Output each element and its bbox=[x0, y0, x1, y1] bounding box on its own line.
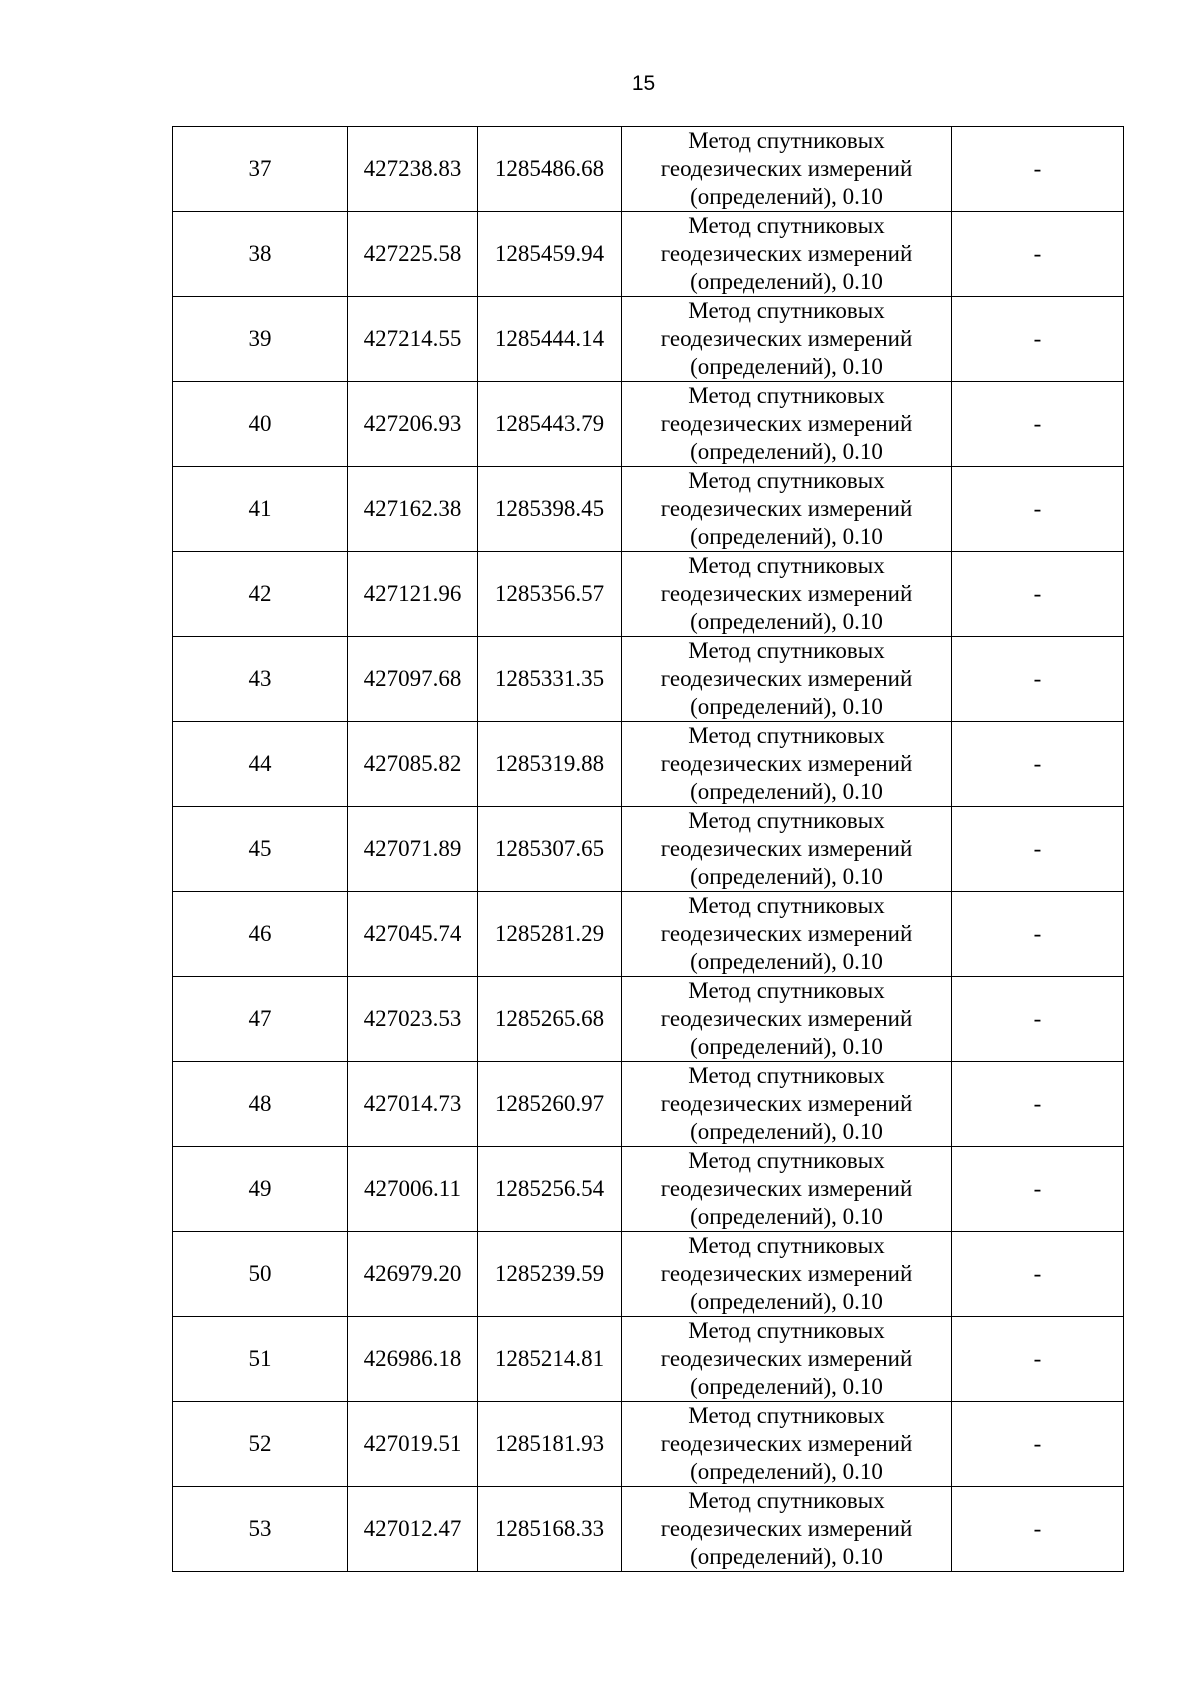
x-coordinate-cell: 427214.55 bbox=[348, 297, 478, 382]
method-line: (определений), 0.10 bbox=[690, 1289, 883, 1314]
note-cell: - bbox=[952, 1232, 1124, 1317]
method-line: Метод спутниковых bbox=[688, 1063, 885, 1088]
point-number-cell: 37 bbox=[173, 127, 348, 212]
method-line: Метод спутниковых bbox=[688, 638, 885, 663]
method-line: геодезических измерений bbox=[660, 921, 913, 946]
method-line: (определений), 0.10 bbox=[690, 354, 883, 379]
method-line: Метод спутниковых bbox=[688, 723, 885, 748]
x-coordinate-cell: 427071.89 bbox=[348, 807, 478, 892]
method-line: (определений), 0.10 bbox=[690, 949, 883, 974]
method-cell bbox=[622, 1487, 952, 1572]
point-number-cell: 43 bbox=[173, 637, 348, 722]
x-coordinate-cell: 427206.93 bbox=[348, 382, 478, 467]
table-body bbox=[173, 127, 1124, 1572]
y-coordinate-cell: 1285168.33 bbox=[478, 1487, 622, 1572]
x-coordinate-cell: 427012.47 bbox=[348, 1487, 478, 1572]
method-line: Метод спутниковых bbox=[688, 128, 885, 153]
method-line: (определений), 0.10 bbox=[690, 1204, 883, 1229]
method-line: Метод спутниковых bbox=[688, 1233, 885, 1258]
note-cell: - bbox=[952, 382, 1124, 467]
method-line: геодезических измерений bbox=[660, 156, 913, 181]
table-row bbox=[173, 892, 1124, 977]
y-coordinate-cell: 1285260.97 bbox=[478, 1062, 622, 1147]
method-cell bbox=[622, 1402, 952, 1487]
x-coordinate-cell: 427045.74 bbox=[348, 892, 478, 977]
table-row bbox=[173, 382, 1124, 467]
note-cell: - bbox=[952, 892, 1124, 977]
point-number-cell: 50 bbox=[173, 1232, 348, 1317]
table-row bbox=[173, 637, 1124, 722]
note-cell: - bbox=[952, 1062, 1124, 1147]
note-cell: - bbox=[952, 552, 1124, 637]
method-line: (определений), 0.10 bbox=[690, 1459, 883, 1484]
x-coordinate-cell: 427014.73 bbox=[348, 1062, 478, 1147]
y-coordinate-cell: 1285443.79 bbox=[478, 382, 622, 467]
x-coordinate-cell: 427019.51 bbox=[348, 1402, 478, 1487]
table-row bbox=[173, 297, 1124, 382]
method-line: (определений), 0.10 bbox=[690, 864, 883, 889]
point-number-cell: 46 bbox=[173, 892, 348, 977]
page-number: 15 bbox=[631, 72, 656, 95]
table-row bbox=[173, 1402, 1124, 1487]
method-line: Метод спутниковых bbox=[688, 1318, 885, 1343]
point-number-cell: 38 bbox=[173, 212, 348, 297]
note-cell: - bbox=[952, 807, 1124, 892]
method-line: геодезических измерений bbox=[660, 1431, 913, 1456]
y-coordinate-cell: 1285356.57 bbox=[478, 552, 622, 637]
point-number-cell: 47 bbox=[173, 977, 348, 1062]
note-cell: - bbox=[952, 722, 1124, 807]
x-coordinate-cell: 427225.58 bbox=[348, 212, 478, 297]
method-line: (определений), 0.10 bbox=[690, 1374, 883, 1399]
method-cell bbox=[622, 212, 952, 297]
method-line: (определений), 0.10 bbox=[690, 1119, 883, 1144]
y-coordinate-cell: 1285319.88 bbox=[478, 722, 622, 807]
note-cell: - bbox=[952, 127, 1124, 212]
method-line: (определений), 0.10 bbox=[690, 269, 883, 294]
point-number-cell: 44 bbox=[173, 722, 348, 807]
method-cell bbox=[622, 807, 952, 892]
y-coordinate-cell: 1285444.14 bbox=[478, 297, 622, 382]
method-cell bbox=[622, 977, 952, 1062]
method-line: геодезических измерений bbox=[660, 1006, 913, 1031]
table-row bbox=[173, 807, 1124, 892]
table-row bbox=[173, 127, 1124, 212]
method-line: Метод спутниковых bbox=[688, 1148, 885, 1173]
method-line: геодезических измерений bbox=[660, 496, 913, 521]
x-coordinate-cell: 427097.68 bbox=[348, 637, 478, 722]
y-coordinate-cell: 1285398.45 bbox=[478, 467, 622, 552]
y-coordinate-cell: 1285214.81 bbox=[478, 1317, 622, 1402]
method-line: (определений), 0.10 bbox=[690, 524, 883, 549]
method-line: геодезических измерений bbox=[660, 241, 913, 266]
y-coordinate-cell: 1285281.29 bbox=[478, 892, 622, 977]
y-coordinate-cell: 1285331.35 bbox=[478, 637, 622, 722]
point-number-cell: 48 bbox=[173, 1062, 348, 1147]
coordinates-table bbox=[172, 126, 1124, 1572]
x-coordinate-cell: 427023.53 bbox=[348, 977, 478, 1062]
point-number-cell: 40 bbox=[173, 382, 348, 467]
point-number-cell: 52 bbox=[173, 1402, 348, 1487]
note-cell: - bbox=[952, 637, 1124, 722]
method-line: геодезических измерений bbox=[660, 326, 913, 351]
table-row bbox=[173, 977, 1124, 1062]
method-cell bbox=[622, 1147, 952, 1232]
note-cell: - bbox=[952, 212, 1124, 297]
table-row bbox=[173, 722, 1124, 807]
table-row bbox=[173, 1232, 1124, 1317]
method-line: Метод спутниковых bbox=[688, 213, 885, 238]
method-line: (определений), 0.10 bbox=[690, 1544, 883, 1569]
note-cell: - bbox=[952, 1487, 1124, 1572]
table-row bbox=[173, 1147, 1124, 1232]
method-cell bbox=[622, 722, 952, 807]
method-line: геодезических измерений bbox=[660, 1516, 913, 1541]
method-cell bbox=[622, 467, 952, 552]
x-coordinate-cell: 426979.20 bbox=[348, 1232, 478, 1317]
x-coordinate-cell: 426986.18 bbox=[348, 1317, 478, 1402]
point-number-cell: 45 bbox=[173, 807, 348, 892]
y-coordinate-cell: 1285265.68 bbox=[478, 977, 622, 1062]
method-line: геодезических измерений bbox=[660, 411, 913, 436]
x-coordinate-cell: 427162.38 bbox=[348, 467, 478, 552]
method-cell bbox=[622, 1062, 952, 1147]
method-line: геодезических измерений bbox=[660, 1261, 913, 1286]
method-line: (определений), 0.10 bbox=[690, 1034, 883, 1059]
y-coordinate-cell: 1285486.68 bbox=[478, 127, 622, 212]
table-row bbox=[173, 552, 1124, 637]
x-coordinate-cell: 427121.96 bbox=[348, 552, 478, 637]
x-coordinate-cell: 427238.83 bbox=[348, 127, 478, 212]
method-cell bbox=[622, 892, 952, 977]
method-line: (определений), 0.10 bbox=[690, 184, 883, 209]
method-line: Метод спутниковых bbox=[688, 1403, 885, 1428]
method-cell bbox=[622, 552, 952, 637]
method-line: геодезических измерений bbox=[660, 581, 913, 606]
table-row bbox=[173, 1487, 1124, 1572]
note-cell: - bbox=[952, 467, 1124, 552]
note-cell: - bbox=[952, 977, 1124, 1062]
note-cell: - bbox=[952, 1147, 1124, 1232]
point-number-cell: 49 bbox=[173, 1147, 348, 1232]
method-line: геодезических измерений bbox=[660, 751, 913, 776]
point-number-cell: 39 bbox=[173, 297, 348, 382]
method-cell bbox=[622, 637, 952, 722]
method-cell bbox=[622, 1232, 952, 1317]
method-line: Метод спутниковых bbox=[688, 553, 885, 578]
method-line: Метод спутниковых bbox=[688, 808, 885, 833]
point-number-cell: 51 bbox=[173, 1317, 348, 1402]
method-line: (определений), 0.10 bbox=[690, 779, 883, 804]
method-line: (определений), 0.10 bbox=[690, 439, 883, 464]
note-cell: - bbox=[952, 1402, 1124, 1487]
y-coordinate-cell: 1285239.59 bbox=[478, 1232, 622, 1317]
table-row bbox=[173, 1062, 1124, 1147]
method-line: Метод спутниковых bbox=[688, 893, 885, 918]
method-cell bbox=[622, 1317, 952, 1402]
method-cell bbox=[622, 127, 952, 212]
method-line: Метод спутниковых bbox=[688, 298, 885, 323]
y-coordinate-cell: 1285256.54 bbox=[478, 1147, 622, 1232]
x-coordinate-cell: 427006.11 bbox=[348, 1147, 478, 1232]
method-line: геодезических измерений bbox=[660, 666, 913, 691]
method-line: геодезических измерений bbox=[660, 1176, 913, 1201]
method-line: Метод спутниковых bbox=[688, 383, 885, 408]
method-line: Метод спутниковых bbox=[688, 1488, 885, 1513]
y-coordinate-cell: 1285459.94 bbox=[478, 212, 622, 297]
method-line: геодезических измерений bbox=[660, 1091, 913, 1116]
method-line: Метод спутниковых bbox=[688, 978, 885, 1003]
note-cell: - bbox=[952, 1317, 1124, 1402]
method-line: геодезических измерений bbox=[660, 1346, 913, 1371]
table-row bbox=[173, 1317, 1124, 1402]
method-line: геодезических измерений bbox=[660, 836, 913, 861]
note-cell: - bbox=[952, 297, 1124, 382]
table-row bbox=[173, 467, 1124, 552]
x-coordinate-cell: 427085.82 bbox=[348, 722, 478, 807]
table-row bbox=[173, 212, 1124, 297]
method-line: (определений), 0.10 bbox=[690, 609, 883, 634]
point-number-cell: 41 bbox=[173, 467, 348, 552]
y-coordinate-cell: 1285181.93 bbox=[478, 1402, 622, 1487]
point-number-cell: 53 bbox=[173, 1487, 348, 1572]
method-cell bbox=[622, 297, 952, 382]
method-cell bbox=[622, 382, 952, 467]
y-coordinate-cell: 1285307.65 bbox=[478, 807, 622, 892]
point-number-cell: 42 bbox=[173, 552, 348, 637]
method-line: Метод спутниковых bbox=[688, 468, 885, 493]
method-line: (определений), 0.10 bbox=[690, 694, 883, 719]
